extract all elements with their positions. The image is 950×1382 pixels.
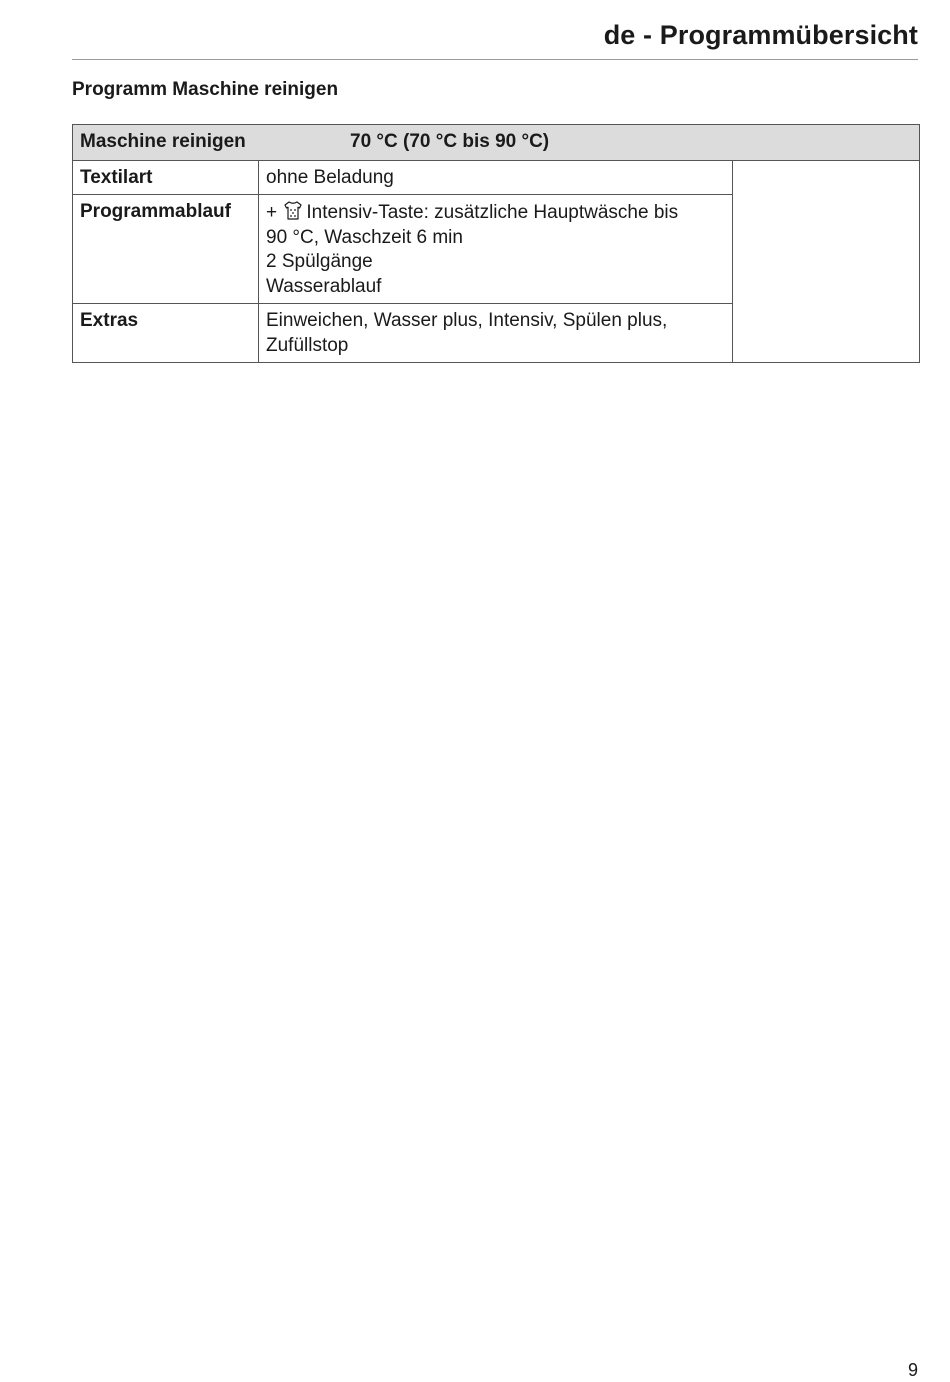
value-line: ohne Beladung (266, 166, 394, 188)
row-value-programmablauf (259, 195, 733, 304)
table-row-textilart (73, 160, 920, 195)
page-header (72, 18, 918, 60)
section-title: Programm Maschine reinigen (72, 79, 339, 100)
value-line-with-icon (266, 200, 725, 226)
row-label-textilart: Textilart (73, 160, 259, 195)
table-header-cell (73, 125, 920, 161)
program-table (72, 124, 920, 363)
value-line: Wasserablauf (266, 275, 382, 297)
row-value-extras (259, 304, 733, 363)
row-value-textilart (259, 160, 733, 195)
row-label-extras: Extras (73, 304, 259, 363)
table-header-row (73, 125, 920, 161)
page-number: 9 (907, 1360, 918, 1380)
value-line: 90 °C, Waschzeit 6 min (266, 226, 463, 248)
empty-side-cell (733, 160, 920, 363)
intensive-wash-shirt-icon (283, 200, 303, 221)
value-line: Einweichen, Wasser plus, Intensiv, Spülen plus, (266, 310, 668, 331)
program-name: Maschine reinigen (80, 131, 246, 152)
row-label-programmablauf: Programmablauf (73, 195, 259, 304)
value-line: Zufüllstop (266, 334, 349, 356)
value-text: Intensiv-Taste: zusätzliche Hauptwäsche bis (306, 202, 679, 223)
value-line: 2 Spülgänge (266, 251, 373, 272)
page-header-title: de - Programmübersicht (603, 20, 918, 50)
plus-prefix: + (266, 202, 278, 223)
program-temperature: 70 °C (70 °C bis 90 °C) (350, 131, 550, 152)
